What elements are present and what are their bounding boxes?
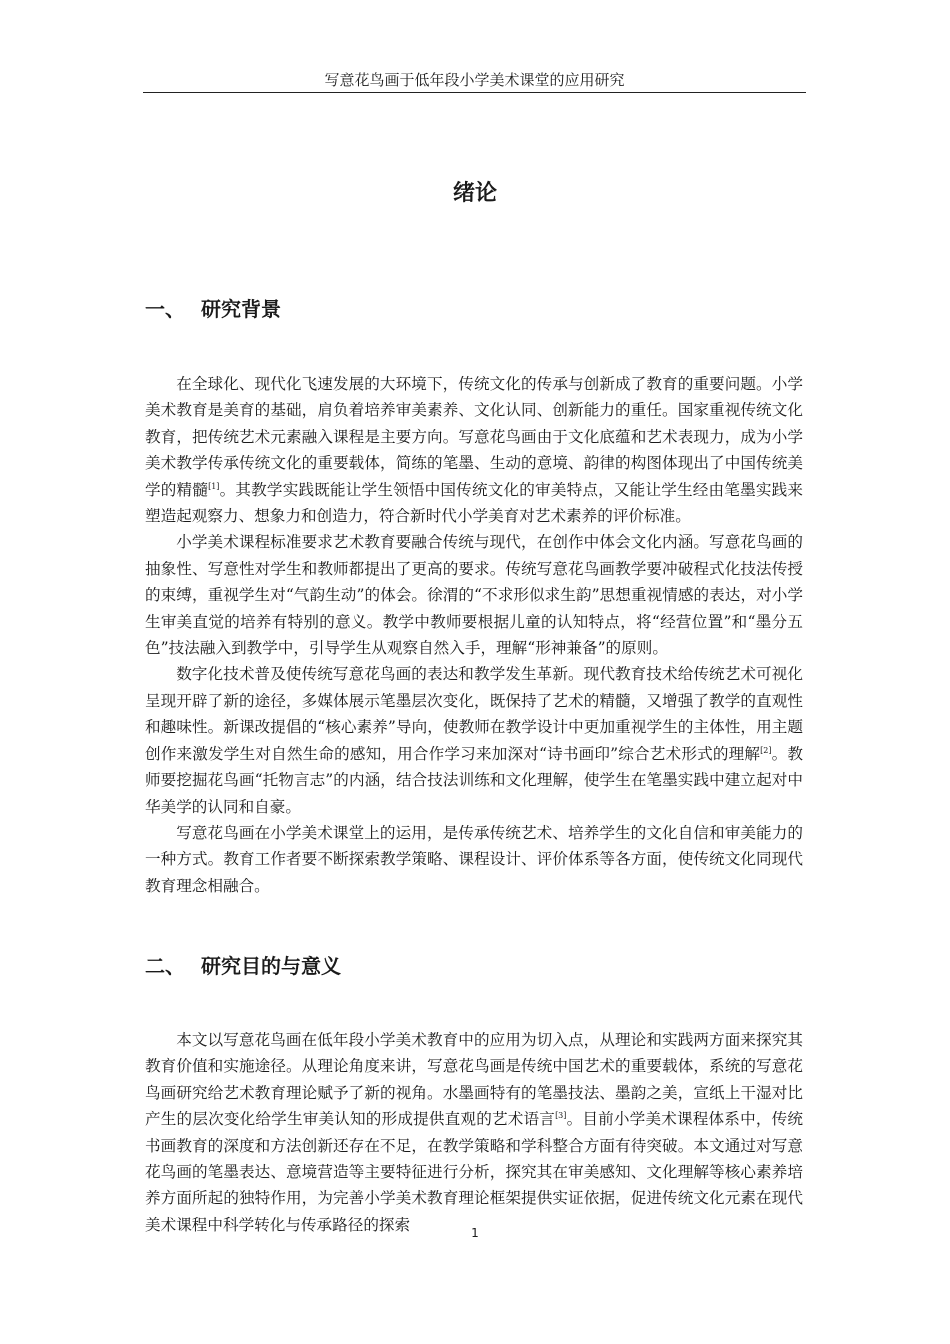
section-number: 一、: [145, 297, 185, 321]
paragraph: [145, 661, 803, 819]
chapter-title: 绪论: [452, 181, 497, 206]
section-body-purpose: [145, 1027, 803, 1238]
section-title: 研究背景: [201, 297, 281, 321]
section-heading-purpose: [145, 951, 341, 981]
citation-ref: [3]: [555, 1111, 567, 1121]
paragraph-text: 在全球化、现代化飞速发展的大环境下，传统文化的传承与创新成了教育的重要问题。小学美术教育是美育的基础，肩负着培养审美素养、文化认同、创新能力的重任。国家重视传统文化教育，把传统艺术元素融入课程是主要方向。写意花鸟画由于文化底蕴和艺术表现力，成为小学美术教学传承传统文化的重要载体，简练的笔墨、生动的意境、韵律的构图体现出了中国传统美学的精髓: [145, 375, 803, 499]
section-number: 二、: [145, 954, 185, 978]
running-header: 写意花鸟画于低年段小学美术课堂的应用研究: [324, 71, 625, 89]
paragraph: [145, 371, 803, 529]
section-body-background: [145, 371, 803, 899]
paragraph-text: 本文以写意花鸟画在低年段小学美术教育中的应用为切入点，从理论和实践两方面来探究其教育价值和实施途径。从理论角度来讲，写意花鸟画是传统中国艺术的重要载体，系统的写意花鸟画研究给艺术教育理论赋予了新的视角。水墨画特有的笔墨技法、墨韵之美，宣纸上干湿对比产生的层次变化给学生审美认知的形成提供直观的艺术语言: [145, 1031, 803, 1129]
paragraph: [145, 1027, 803, 1238]
section-heading-background: [145, 294, 281, 324]
paragraph: 小学美术课程标准要求艺术教育要融合传统与现代，在创作中体会文化内涵。写意花鸟画的抽象性、写意性对学生和教师都提出了更高的要求。传统写意花鸟画教学要冲破程式化技法传授的束缚，重视学生对“气韵生动”的体会。徐渭的“不求形似求生韵”思想重视情感的表达，对小学生审美直觉的培养有特别的意义。教学中教师要根据儿童的认知特点，将“经营位置”和“墨分五色”技法融入到教学中，引导学生从观察自然入手，理解“形神兼备”的原则。: [145, 533, 803, 658]
paragraph-text: 。其教学实践既能让学生领悟中国传统文化的审美特点，又能让学生经由笔墨实践来塑造起观察力、想象力和创造力，符合新时代小学美育对艺术素养的评价标准。: [145, 480, 803, 526]
citation-ref: [1]: [208, 481, 220, 491]
header-rule: [143, 92, 806, 93]
citation-ref: [2]: [760, 745, 772, 755]
paragraph: 写意花鸟画在小学美术课堂上的运用，是传承传统艺术、培养学生的文化自信和审美能力的一种方式。教育工作者要不断探索教学策略、课程设计、评价体系等各方面，使传统文化同现代教育理念相融合。: [145, 823, 803, 895]
paragraph-text: 。目前小学美术课程体系中，传统书画教育的深度和方法创新还存在不足，在教学策略和学科整合方面有待突破。本文通过对写意花鸟画的笔墨表达、意境营造等主要特征进行分析，探究其在审美感知、文化理解等核心素养培养方面所起的独特作用，为完善小学美术教育理论框架提供实证依据，促进传统文化元素在现代美术课程中科学转化与传承路径的探索: [145, 1110, 803, 1234]
paragraph-text: 数字化技术普及使传统写意花鸟画的表达和教学发生革新。现代教育技术给传统艺术可视化呈现开辟了新的途径，多媒体展示笔墨层次变化，既保持了艺术的精髓，又增强了教学的直观性和趣味性。新课改提倡的“核心素养”导向，使教师在教学设计中更加重视学生的主体性，用主题创作来激发学生对自然生命的感知，用合作学习来加深对“诗书画印”综合艺术形式的理解: [145, 665, 803, 763]
paragraph-text: 。教师要挖掘花鸟画“托物言志”的内涵，结合技法训练和文化理解，使学生在笔墨实践中建立起对中华美学的认同和自豪。: [145, 744, 803, 816]
page-number: 1: [471, 1226, 479, 1240]
section-title: 研究目的与意义: [201, 954, 341, 978]
